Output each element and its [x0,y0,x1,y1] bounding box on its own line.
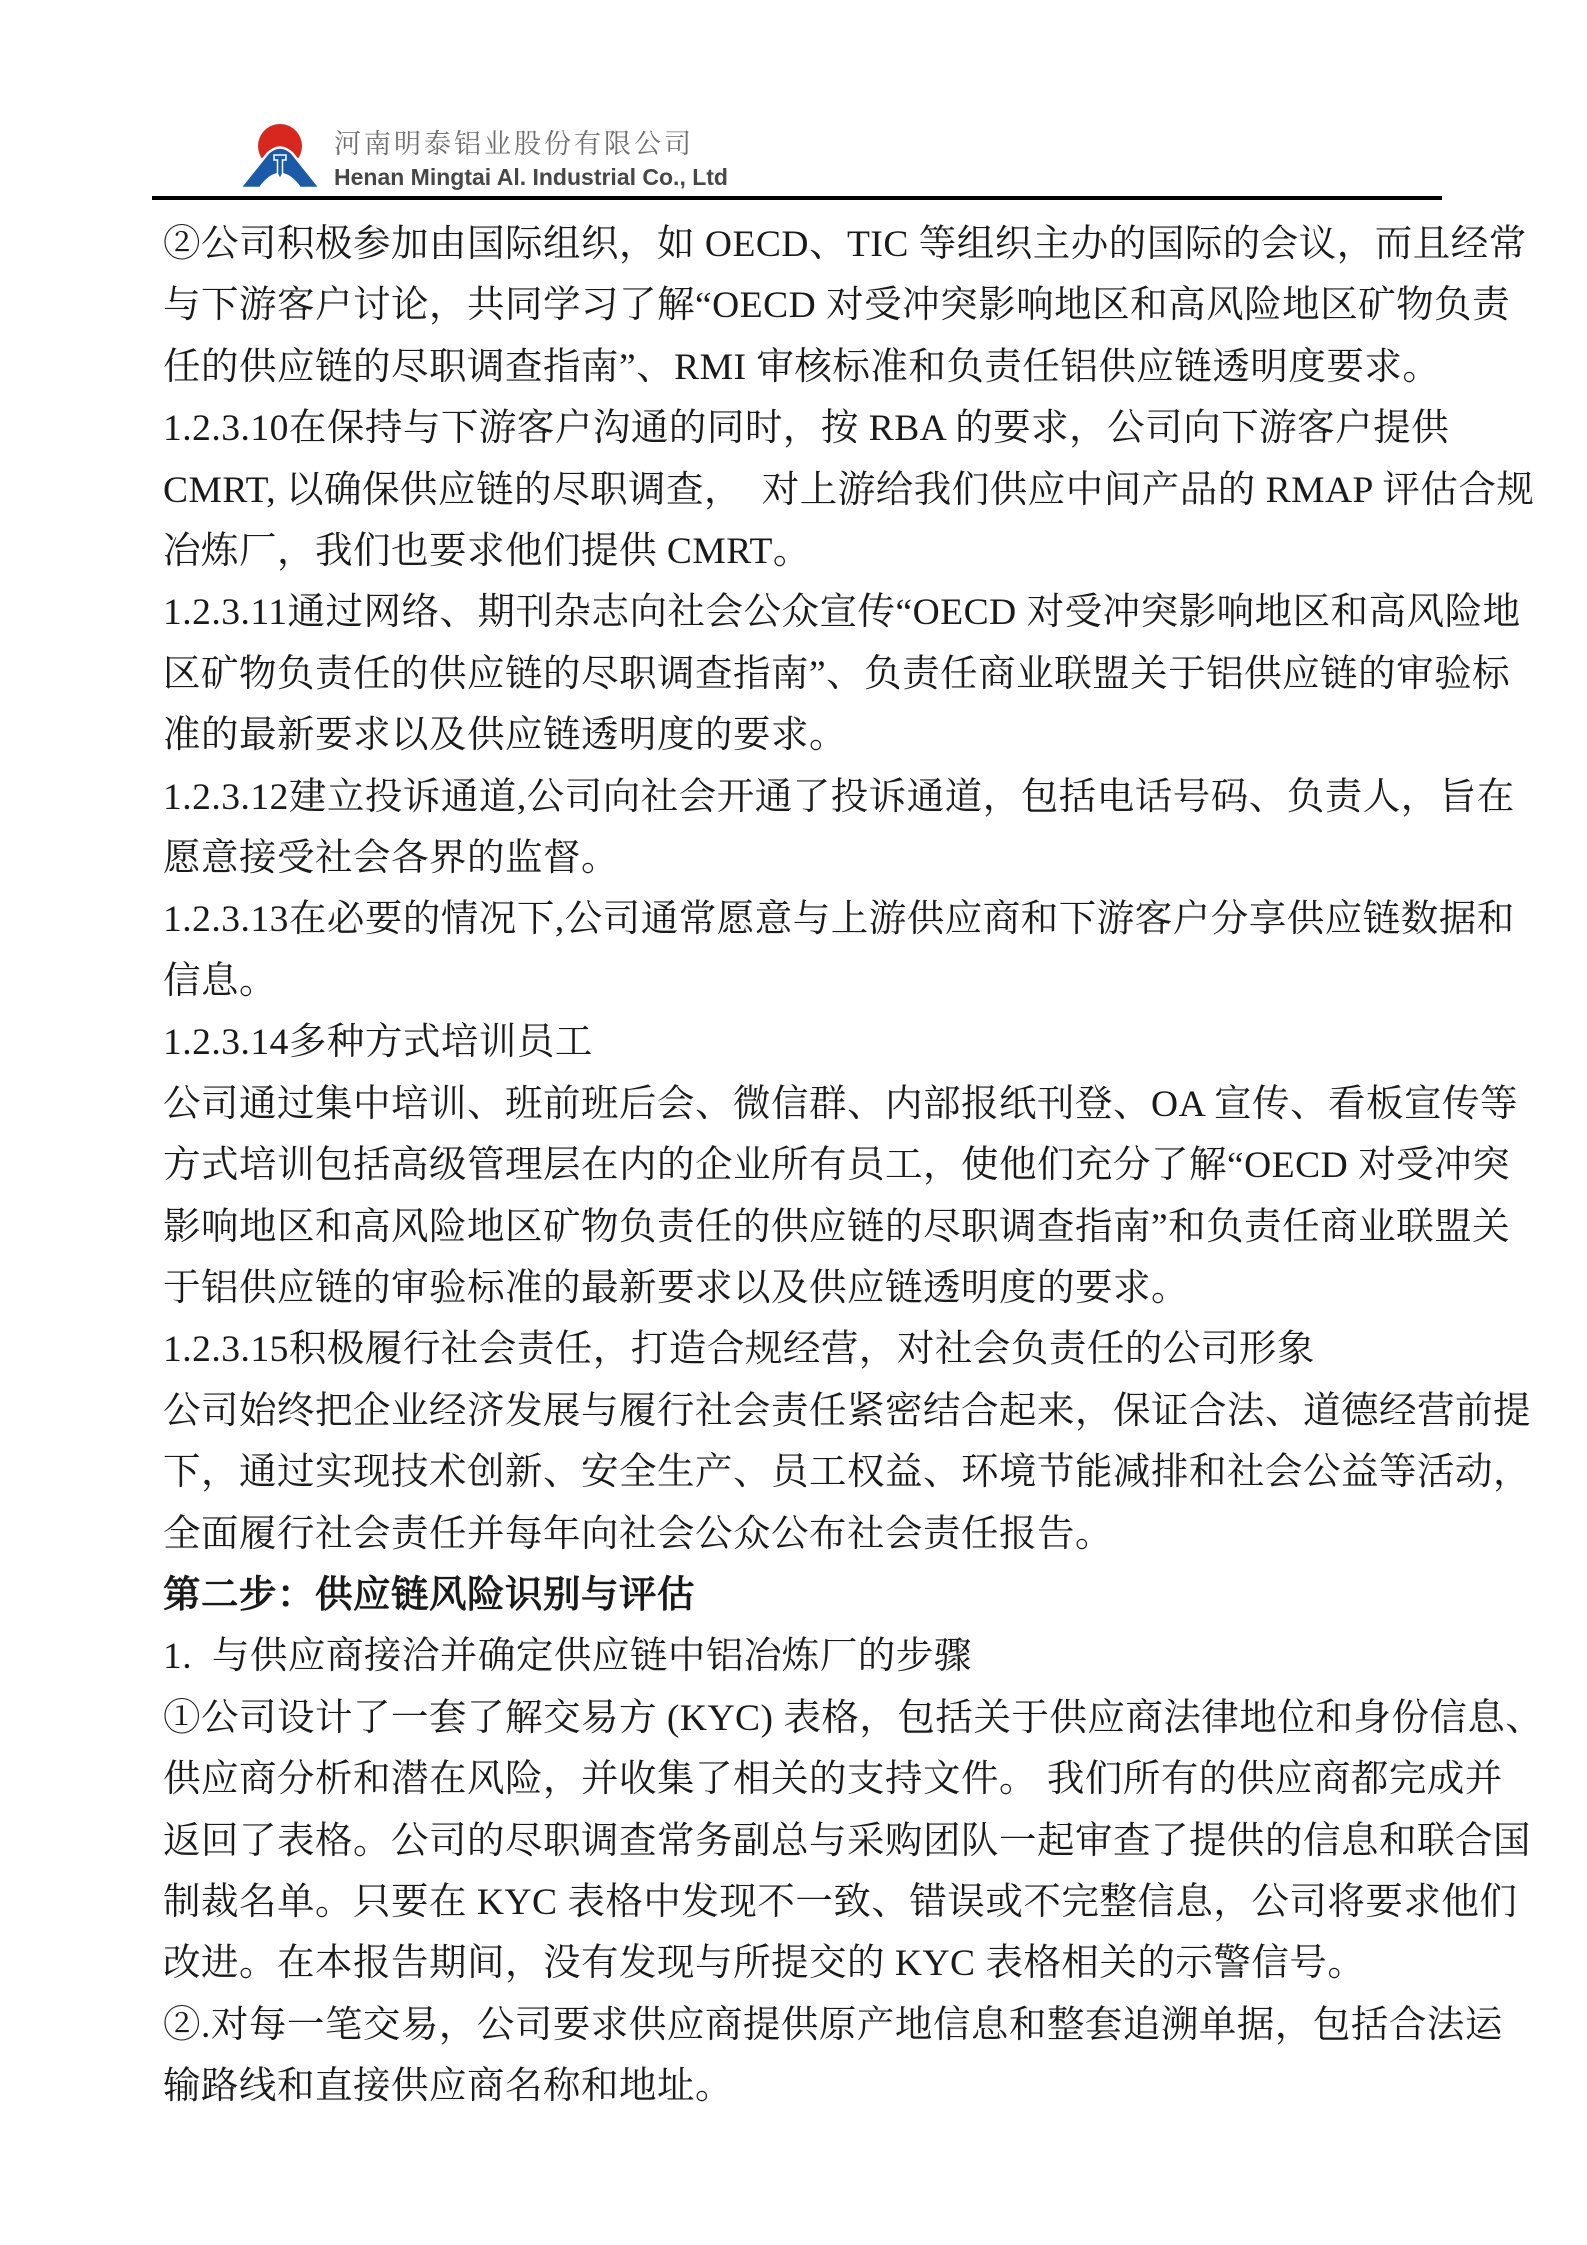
text-line: 1.2.3.11通过网络、期刊杂志向社会公众宣传“OECD 对受冲突影响地区和高风险地 [163,592,1521,634]
text-line: ②公司积极参加由国际组织，如 OECD、TIC 等组织主办的国际的会议，而且经常 [163,224,1527,265]
text-line: 区矿物负责任的供应链的尽职调查指南”、负责任商业联盟关于铝供应链的审验标 [163,653,1511,695]
text-line: 1.2.3.10在保持与下游客户沟通的同时，按 RBA 的要求，公司向下游客户提供 [163,408,1450,450]
text-line: 返回了表格。公司的尽职调查常务副总与采购团队一起审查了提供的信息和联合国 [163,1820,1531,1862]
text-line: 1.2.3.12建立投诉通道,公司向社会开通了投诉通道，包括电话号码、负责人，旨在 [163,776,1515,818]
company-name-block [334,128,728,191]
text-line: 愿意接受社会各界的监督。 [163,838,619,880]
text-line: 1.2.3.13在必要的情况下,公司通常愿意与上游供应商和下游客户分享供应链数据和 [163,899,1515,941]
text-line: 公司始终把企业经济发展与履行社会责任紧密结合起来，保证合法、道德经营前提 [163,1390,1531,1432]
company-logo-icon [238,122,322,190]
header-divider [152,196,1442,200]
text-line: ①公司设计了一套了解交易方 (KYC) 表格，包括关于供应商法律地位和身份信息、 [163,1697,1544,1739]
company-name-zh: 河南明泰铝业股份有限公司 [334,129,694,159]
text-line: 与下游客户讨论，共同学习了解“OECD 对受冲突影响地区和高风险地区矿物负责 [163,285,1511,327]
text-line: 输路线和直接供应商名称和地址。 [163,2066,733,2108]
text-line: 供应商分析和潜在风险，并收集了相关的支持文件。 我们所有的供应商都完成并 [163,1759,1503,1801]
text-line: 全面履行社会责任并每年向社会公众公布社会责任报告。 [163,1513,1113,1555]
text-line: CMRT, 以确保供应链的尽职调查， 对上游给我们供应中间产品的 RMAP 评估合规 [163,469,1535,511]
text-line: 影响地区和高风险地区矿物负责任的供应链的尽职调查指南”和负责任商业联盟关 [163,1206,1511,1248]
text-line: 1. 与供应商接洽并确定供应链中铝冶炼厂的步骤 [163,1636,972,1678]
text-line: 冶炼厂，我们也要求他们提供 CMRT。 [163,531,811,573]
section-heading: 第二步：供应链风险识别与评估 [163,1574,695,1616]
company-name-en: Henan Mingtai Al. Industrial Co., Ltd [334,164,728,190]
text-line: 方式培训包括高级管理层在内的企业所有员工，使他们充分了解“OECD 对受冲突 [163,1145,1511,1187]
text-line: 下，通过实现技术创新、安全生产、员工权益、环境节能减排和社会公益等活动， [163,1452,1531,1494]
text-line: 改进。在本报告期间，没有发现与所提交的 KYC 表格相关的示警信号。 [163,1943,1366,1985]
document-body [163,214,1544,2118]
text-line: 任的供应链的尽职调查指南”、RMI 审核标准和负责任铝供应链透明度要求。 [163,346,1441,388]
text-line: 1.2.3.15积极履行社会责任，打造合规经营，对社会负责任的公司形象 [163,1329,1315,1371]
text-line: 准的最新要求以及供应链透明度的要求。 [163,715,847,757]
text-line: ②.对每一笔交易，公司要求供应商提供原产地信息和整套追溯单据，包括合法运 [163,2004,1503,2046]
text-line: 制裁名单。只要在 KYC 表格中发现不一致、错误或不完整信息，公司将要求他们 [163,1881,1518,1923]
text-line: 信息。 [163,960,277,1002]
text-line: 公司通过集中培训、班前班后会、微信群、内部报纸刊登、OA 宣传、看板宣传等 [163,1083,1518,1125]
text-line: 1.2.3.14多种方式培训员工 [163,1022,593,1064]
text-line: 于铝供应链的审验标准的最新要求以及供应链透明度的要求。 [163,1267,1189,1309]
